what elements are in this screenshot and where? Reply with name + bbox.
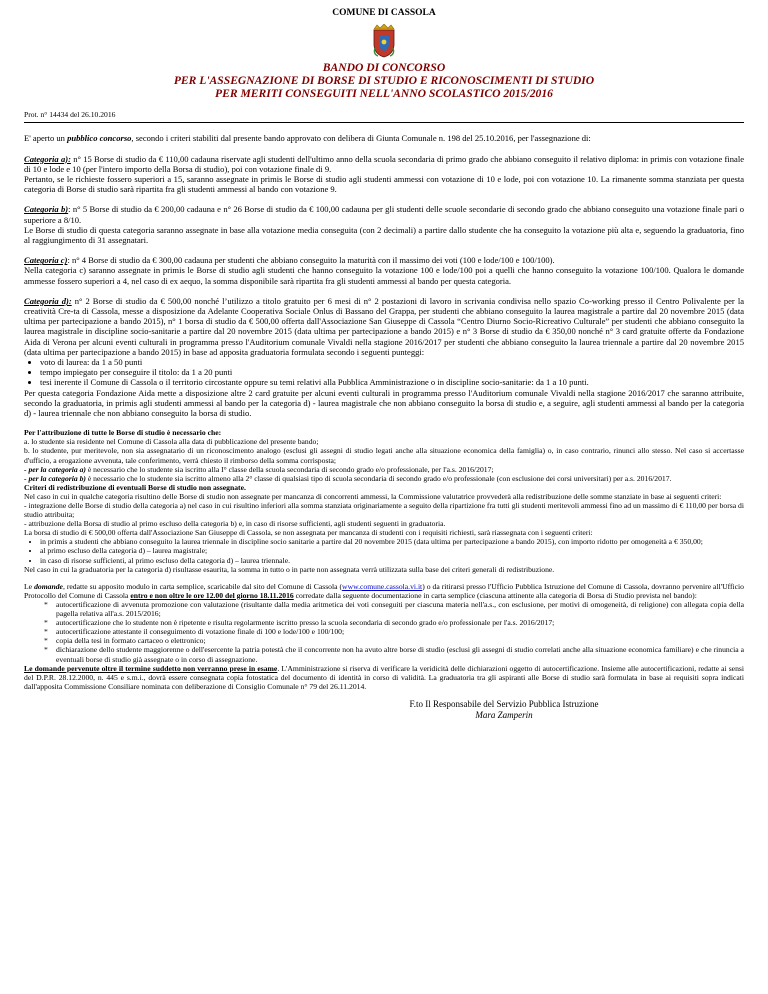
category-d-label: Categoria d): (24, 295, 72, 306)
list-item: • in caso di risorse sufficienti, al primo escluso della categoria d) – laurea triennale. (40, 556, 744, 565)
requirements-section: Per l'attribuzione di tutte le Borse di studio è necessario che: a. lo studente sia residente nel Comune di Cassola alla data di pubblicazione del presente bando; b. lo studente, pur meritevole, non sia assegnatario di un riconoscimento analogo (esclusi gli assegni di studio legati anche alla situazione economica della famiglia) o, in caso contrario, rinunci allo stesso. Nel caso si accertasse d'ufficio, a erogazione avvenuta, tale conferimento, verrà chiesto il rimborso della somma corrisposta; - per la categoria a) è necessario che lo studente sia iscritto alla I° classe della scuola secondaria di secondo grado e/o professionale, per l'a.s. 2016/2017; - per la categoria b) è necessario che lo studente sia iscritto almeno alla 2° classe di qualsiasi tipo di scuola secondaria di secondo grado e/o professionale (con esclusione dei corsi universitari) per a.s. 2016/2017. Criteri di redistribuzione di eventuali Borse di studio non assegnate. Nel caso in cui in qualche categoria risultino delle Borse di studio non assegnate per mancanza di concorrenti ammessi, la Commissione valutatrice provvederà alla redistribuzione delle somme stanziate in base ai seguenti criteri: - integrazione delle Borse di studio della categoria a) nel caso in cui risultino inferiori alla somma stanziata originariamente a seguito della ripartizione fra tutti gli studenti meritevoli ammessi fino ad un massimo di € 110,00 per borsa di studio attribuita; - attribuzione della Borsa di studio al primo escluso della categoria b) e, in caso di risorse sufficienti, agli studenti seguenti in graduatoria. La borsa di studio di € 500,00 offerta dall'Associazione San Giuseppe di Cassola, se non assegnata per mancanza di studenti con i requisiti richiesti, sarà riassegnata con i seguenti criteri: • in primis a studenti che abbiano conseguito la laurea triennale in discipline socio sanitarie a partire dal 20 novembre 2015 (data ultima per partecipazione a bando 2015), con importo ridotto per omogeneità a € 350,00; • al primo escluso della categoria d) – laurea magistrale; • in caso di risorse sufficienti, al primo escluso della categoria d) – laurea triennale. Nel caso in cui la graduatoria per la categoria d) risultasse esaurita, la somma in tutto o in parte non assegnata verrà utilizzata sulla base dei criteri generali di redistribuzione. (24, 428, 744, 574)
title-line: PER MERITI CONSEGUITI NELL'ANNO SCOLASTICO 2015/2016 (215, 86, 553, 100)
list-item: * autocertificazione attestante il conseguimento di votazione finale di 100 e lode/100 e 100/100; (40, 627, 744, 636)
list-item: • tesi inerente il Comune di Cassola o il territorio circostante oppure su temi relativi alla Pubblica Amministrazione o in discipline socio-sanitarie: da 1 a 10 punti. (40, 377, 744, 387)
signature-title: F.to Il Responsabile del Servizio Pubblica Istruzione (409, 698, 599, 709)
list-item: * dichiarazione dello studente maggiorenne o dell'esercente la patria potestà che il concorrente non ha avuto altre borse di studio (esclusi gli assegni di studio correlati anche alla situazione economica familiare) e che rinuncia a eventuali borse di studio già assegnate o in corso di assegnazione. (40, 645, 744, 663)
crest-logo (24, 24, 744, 58)
list-item: * copia della tesi in formato cartaceo o elettronico; (40, 636, 744, 645)
requirements-heading: Per l'attribuzione di tutte le Borse di studio è necessario che: (24, 428, 222, 438)
title-line: BANDO DI CONCORSO (322, 61, 446, 74)
signature-name: Mara Zamperin (475, 709, 533, 720)
intro-highlight: pubblico concorso (67, 133, 132, 144)
signature-block (264, 699, 744, 721)
intro-paragraph: E' aperto un pubblico concorso, secondo i criteri stabiliti dal presente bando approvato con delibera di Giunta Comunale n. 198 del 25.10.2016, per l'assegnazione di: (24, 133, 591, 144)
category-a-label: Categoria a): (24, 153, 71, 164)
document-page (24, 0, 744, 721)
late-notice: Le domande pervenute oltre il termine suddetto non verranno prese in esame (24, 663, 278, 673)
list-item: * autocertificazione che lo studente non è ripetente e risulta regolarmente iscritto presso la scuola secondaria di secondo grado e/o professionale per l'a.s. 2016/2017; (40, 618, 744, 627)
list-item: • voto di laurea: da 1 a 50 punti (40, 357, 744, 367)
category-b-label: Categoria b) (24, 204, 69, 215)
list-item: • in primis a studenti che abbiano conseguito la laurea triennale in discipline socio sanitarie a partire dal 20 novembre 2015 (data ultima per partecipazione a bando 2015), con importo ridotto per omogeneità a € 350,00; (40, 537, 744, 546)
title-line: PER L'ASSEGNAZIONE DI BORSE DI STUDIO E RICONOSCIMENTI DI STUDIO (173, 73, 595, 87)
documents-list (24, 600, 744, 664)
redistribution-heading: Criteri di redistribuzione di eventuali Borse di studio non assegnate. (24, 482, 246, 492)
municipality-website-link[interactable]: www.comune.cassola.vi.it (342, 581, 423, 591)
category-a-section: Categoria a): n° 15 Borse di studio da € 110,00 cadauna riservate agli studenti dell'ultimo anno della scuola secondaria di primo grado che abbiano conseguito il relativo diploma: in primis con votazione finale di 10 e lode e 10 (per l'intero importo della Borsa di studio), poi con votazione finale di 9. Pertanto, se le richieste fossero superiori a 15, saranno assegnate in primis le Borse di studio agli studenti ammessi con votazione di 10 e lode, poi con votazione 10. La rimanente somma stanziata per questa categoria di Borse di studio sarà ripartita fra gli studenti ammessi al bando con votazione 9. (24, 153, 744, 195)
protocol-number: Prot. n° 14434 del 26.10.2016 (24, 110, 116, 120)
category-b-section: Categoria b): n° 5 Borse di studio da € 200,00 cadauna e n° 26 Borse di studio da € 100,00 cadauna per gli studenti delle scuole secondarie di secondo grado che abbiano conseguito una votazione finale pari o superiore a 8/10. Le Borse di studio di questa categoria saranno assegnate in base alla votazione media conseguita (con 2 decimali) a partire dallo studente che ha conseguito la votazione più alta e, seguendo la graduatoria, fino al raggiungimento di 31 assegnatari. (24, 204, 744, 246)
category-c-label: Categoria c) (24, 255, 68, 266)
reassignment-list (24, 537, 744, 564)
scoring-list (24, 357, 744, 388)
municipality-name: COMUNE DI CASSOLA (332, 8, 436, 18)
category-d-section: Categoria d): n° 2 Borse di studio da € 500,00 nonché l’utilizzo a titolo gratuito per 6 mesi di n° 2 postazioni di lavoro in scrivania condivisa nello spazio Co-working presso il Centro Polivalente per la creatività Cre-ta di Cassola, messe a disposizione da Adelante Cooperativa Sociale Onlus di Bassano del Grappa, per studenti che abbiano conseguito la laurea magistrale a partire dal 20 novembre 2015 (data ultima per partecipazione a bando 2015), n° 1 borsa di studio da € 500,00 offerta dall'Associazione San Giuseppe di Cassola “Centro Diurno Socio-Ricreativo Culturale” per studenti che abbiano conseguito la laurea magistrale in discipline socio-sanitarie a partire dal 20 novembre 2015 (data ultima per partecipazione a bando 2015) e n° 3 Borse di studio da € 350,00 nonché n° 3 card gratuite offerte da Fondazione Aida di Verona per alcuni eventi culturali in programma presso l'Auditorium comunale Vivaldi nella stagione 2016/2017 per studenti che abbiano conseguito la laurea triennale a partire dal 20 novembre 2015 (data ultima per partecipazione a bando 2015) in base ad apposita graduatoria formulata secondo i seguenti punteggi: • voto di laurea: da 1 a 50 punti • tempo impiegato per conseguire il titolo: da 1 a 20 punti • tesi inerente il Comune di Cassola o il territorio circostante oppure su temi relativi alla Pubblica Amministrazione o in discipline socio-sanitarie: da 1 a 10 punti. Per questa categoria Fondazione Aida mette a disposizione altre 2 card gratuite per alcuni eventi culturali in programma presso l'Auditorium comunale Vivaldi nella stagione 2016/2017 che saranno attribuite, secondo la graduatoria, in primis agli studenti ammessi al bando per la categoria d) - laurea magistrale che non abbiano conseguito la borsa di studio e, a seguire, agli studenti ammessi al bando per la categoria d) - laurea triennale che non abbiano conseguito la borsa di studio. (24, 296, 744, 418)
list-item: • al primo escluso della categoria d) – laurea magistrale; (40, 546, 744, 555)
category-c-section: Categoria c): n° 4 Borse di studio da € 300,00 cadauna per studenti che abbiano conseguito la maturità con il massimo dei voti (100 e lode/100 e 100/100). Nella categoria c) saranno assegnate in primis le Borse di studio agli studenti che hanno conseguito la votazione 100 e lode/100 poi a quelli che hanno conseguito la votazione 100/100. Qualora le domande ammesse fossero superiori a 4, nel caso di ex aequo, la somma disponibile sarà ripartita fra gli studenti ammessi al bando per questa categoria. (24, 255, 744, 286)
list-item: * autocertificazione di avvenuta promozione con valutazione (risultante dalla media aritmetica dei voti conseguiti per ciascuna materia nell'a.s., con esclusione, per motivi di omogeneità, di religione) con allegata copia della pagella relativa all'a.s. 2015/2016; (40, 600, 744, 618)
divider (24, 122, 744, 123)
deadline: entro e non oltre le ore 12.00 del giorno 18.11.2016 (130, 590, 294, 600)
list-item: • tempo impiegato per conseguire il titolo: da 1 a 20 punti (40, 367, 744, 377)
document-title (24, 62, 744, 100)
crest-icon (371, 24, 397, 58)
applications-section: Le domande, redatte su apposito modulo in carta semplice, scaricabile dal sito del Comune di Cassola (www.comune.cassola.vi.it) o da ritirarsi presso l'Ufficio Pubblica Istruzione del Comune di Cassola, dovranno pervenire all'Ufficio Protocollo del Comune di Cassola entro e non oltre le ore 12.00 del giorno 18.11.2016 corredate dalla seguente documentazione in carta semplice (ciascuna attinente alla categoria di Borsa di Studio prevista nel bando): * autocertificazione di avvenuta promozione con valutazione (risultante dalla media aritmetica dei voti conseguiti per ciascuna materia nell'a.s., con esclusione, per motivi di omogeneità, di religione) con allegata copia della pagella relativa all'a.s. 2015/2016; * autocertificazione che lo studente non è ripetente e risulta regolarmente iscritto presso la scuola secondaria di secondo grado e/o professionale per l'a.s. 2016/2017; * autocertificazione attestante il conseguimento di votazione finale di 100 e lode/100 e 100/100; * copia della tesi in formato cartaceo o elettronico; * dichiarazione dello studente maggiorenne o dell'esercente la patria potestà che il concorrente non ha avuto altre borse di studio (esclusi gli assegni di studio correlati anche alla situazione economica familiare) e che rinuncia a eventuali borse di studio già assegnate o in corso di assegnazione. Le domande pervenute oltre il termine suddetto non verranno prese in esame. L'Amministrazione si riserva di verificare la veridicità delle dichiarazioni oggetto di autocertificazione. Insieme alle autocertificazioni, redatte ai sensi del D.P.R. 28.12.2000, n. 445 e s.m.i., dovrà essere consegnata copia fotostatica del documento di identità in corso di validità. La graduatoria tra gli aspiranti alle Borse di studio sarà formulata in base ai requisiti sopra indicati dall'apposita Commissione Consiliare nominata con deliberazione di Consiglio Comunale n° 79 del 26.11.2014. (24, 582, 744, 691)
